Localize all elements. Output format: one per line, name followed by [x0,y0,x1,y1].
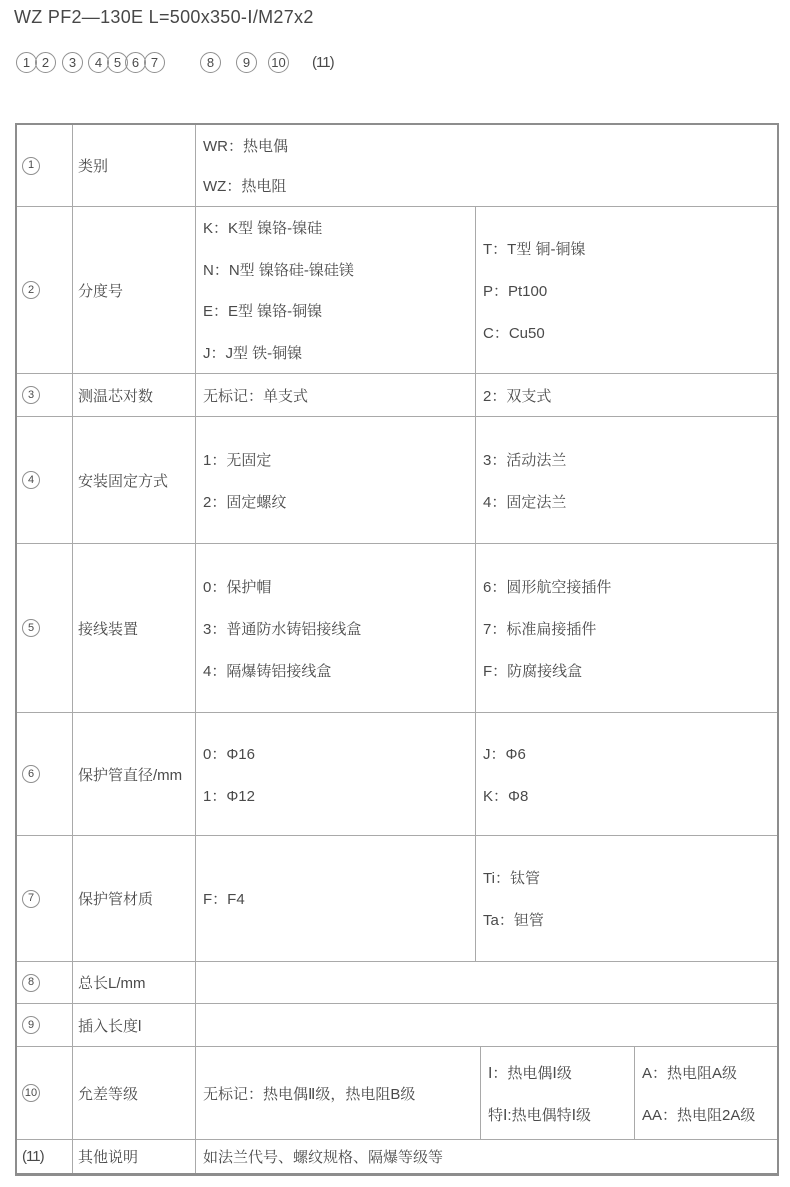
code-badge-2: 2 [35,52,56,73]
content-cell-empty [195,1004,777,1046]
row-number-cell [17,417,72,543]
content-cell [480,1047,634,1139]
circled-number: 3 [22,386,40,404]
content-line: WR：热电偶 [203,137,288,155]
content-line: A：热电阻A级 [642,1064,738,1082]
row-label: 保护管材质 [72,836,195,961]
content-line: 0：保护帽 [203,578,272,596]
row-number-cell [17,125,72,206]
table-row-category [17,125,777,206]
circled-number: 4 [22,471,40,489]
content-line: 2：双支式 [483,387,552,405]
circled-number: 8 [22,974,40,992]
row-label: 接线装置 [72,544,195,712]
content-line: K：K型 镍铬-镍硅 [203,220,323,238]
content-line: 2：固定螺纹 [203,493,287,511]
table-row-wiring-device [17,543,777,712]
code-badge-4: 4 [88,52,109,73]
row-label: 类别 [72,125,195,206]
content-cell [475,374,777,416]
circled-number: 6 [22,765,40,783]
content-line: 3：活动法兰 [483,451,567,469]
code-badge-7: 7 [144,52,165,73]
content-cell [195,207,475,373]
row-number-cell [17,962,72,1003]
content-cell [195,544,475,712]
code-badge-6: 6 [125,52,146,73]
table-row-other-notes [17,1139,777,1173]
content-cell [195,374,475,416]
code-badge-5: 5 [107,52,128,73]
circled-number: 7 [22,890,40,908]
circled-number: 5 [22,619,40,637]
content-line: F：F4 [203,891,245,908]
content-line: 3：普通防水铸铝接线盒 [203,620,362,638]
circled-number: 1 [22,157,40,175]
content-cell [634,1047,777,1139]
row-label: 保护管直径/mm [72,713,195,835]
content-cell [195,417,475,543]
content-line: 如法兰代号、螺纹规格、隔爆等级等 [203,1149,444,1166]
content-line: 1：Φ12 [203,787,255,805]
content-cell [475,544,777,712]
content-line: 4：隔爆铸铝接线盒 [203,662,332,680]
content-cell [195,1047,480,1139]
content-line: Ta：钽管 [483,912,544,929]
table-row-graduation [17,206,777,373]
content-cell [195,1140,777,1173]
code-badge-1: 1 [16,52,37,73]
row-number-cell [17,544,72,712]
row-label: 总长L/mm [72,962,195,1003]
content-line: E：E型 镍铬-铜镍 [203,303,323,321]
content-line: AA：热电阻2A级 [642,1106,756,1124]
circled-number: 2 [22,281,40,299]
content-line: J：J型 铁-铜镍 [203,344,303,362]
content-line: 无标记：单支式 [203,387,309,405]
table-row-tube-diameter [17,712,777,835]
row-number-cell [17,1047,72,1139]
table-row-tube-material [17,835,777,961]
table-row-mounting [17,416,777,543]
content-line: J：Φ6 [483,745,526,763]
code-badge-8: 8 [200,52,221,73]
row-label: 测温芯对数 [72,374,195,416]
content-line: P：Pt100 [483,282,548,300]
row-number-cell [17,1004,72,1046]
table-row-total-length [17,961,777,1003]
content-line: 无标记：热电偶Ⅱ级，热电阻B级 [203,1085,416,1103]
content-cell [475,713,777,835]
content-line: 0：Φ16 [203,745,255,763]
content-cell [475,836,777,961]
table-row-insertion-length [17,1003,777,1046]
content-line: 4：固定法兰 [483,493,567,511]
content-line: Ⅰ：热电偶Ⅰ级 [488,1064,572,1082]
row-number-cell [17,713,72,835]
document-title: WZ PF2—130E L=500x350-Ⅰ/M27x2 [14,7,314,27]
content-line: F：防腐接线盒 [483,662,583,680]
code-badge-9: 9 [236,52,257,73]
code-badge-3: 3 [62,52,83,73]
content-line: K：Φ8 [483,787,529,805]
spec-table [15,123,779,1176]
content-line: 1：无固定 [203,451,272,469]
content-cell [195,836,475,961]
code-badge-10: 10 [268,52,289,73]
row-label: 允差等级 [72,1047,195,1139]
content-line: 6：圆形航空接插件 [483,578,612,596]
code-sequence [16,51,334,73]
row-label: 安装固定方式 [72,417,195,543]
code-badge-11: (11) [312,53,334,71]
content-line: Ti：钛管 [483,870,540,887]
content-cell [195,713,475,835]
content-line: T：T型 铜-铜镍 [483,240,586,258]
circled-number: 10 [22,1084,40,1102]
parenthesized-number: (11) [22,1148,44,1165]
row-number-cell [17,1140,72,1173]
content-line: WZ：热电阻 [203,178,287,196]
content-cell [475,207,777,373]
content-line: C：Cu50 [483,324,545,342]
content-cell [195,125,777,206]
row-label: 插入长度l [72,1004,195,1046]
content-line: N：N型 镍铬硅-镍硅镁 [203,261,354,279]
row-number-cell [17,207,72,373]
row-label: 分度号 [72,207,195,373]
content-cell-empty [195,962,777,1003]
content-cell [475,417,777,543]
table-row-core-pairs [17,373,777,416]
circled-number: 9 [22,1016,40,1034]
row-label: 其他说明 [72,1140,195,1173]
content-line: 7：标准扁接插件 [483,620,597,638]
row-number-cell [17,374,72,416]
row-number-cell [17,836,72,961]
content-line: 特Ⅰ:热电偶特Ⅰ级 [488,1106,592,1124]
table-row-tolerance [17,1046,777,1139]
